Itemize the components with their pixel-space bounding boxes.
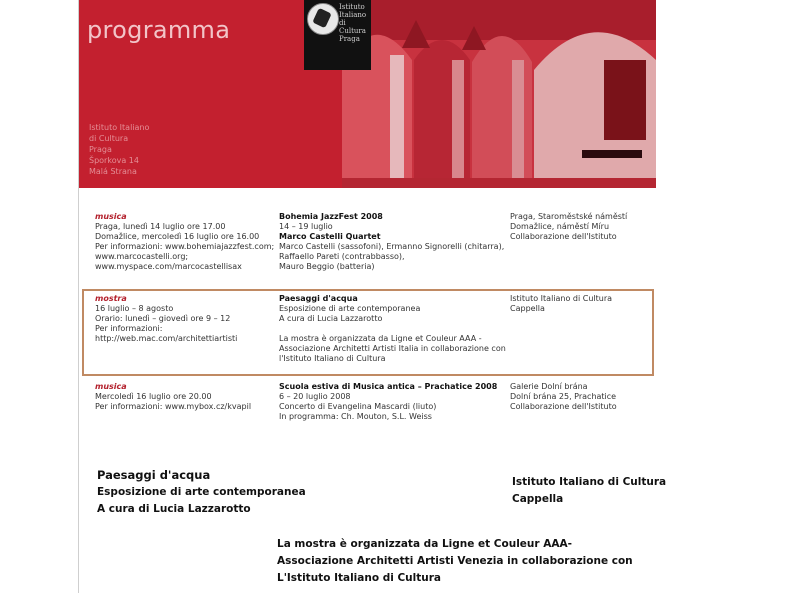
event-kind: musica [95, 382, 127, 391]
emblem-icon [307, 3, 339, 35]
detail-place-line: Istituto Italiano di Cultura [512, 476, 667, 488]
event-detail [279, 382, 509, 422]
event-title: Bohemia JazzFest 2008 [279, 212, 383, 221]
event-detail-line: Marco Castelli Quartet [279, 232, 381, 241]
event-detail-line: La mostra è organizzata da Ligne et Couleur AAA - [279, 334, 482, 343]
logo-line: Italiano [339, 11, 367, 19]
event-place [510, 294, 655, 314]
event-place-line: Domažlice, náměstí Míru [510, 222, 610, 231]
event-place [510, 382, 655, 412]
event-when-line: http://web.mac.com/architettiartisti [95, 334, 238, 343]
logo-line: di [339, 19, 346, 27]
event-detail-line: In programma: Ch. Mouton, S.L. Weiss [279, 412, 432, 421]
detail-note-block [277, 536, 633, 587]
event-detail-line: Raffaello Pareti (contrabbasso), [279, 252, 405, 261]
event-kind: mostra [95, 294, 127, 303]
event-kind: musica [95, 212, 127, 221]
detail-place-line: Cappella [512, 493, 564, 505]
event-when-line: 16 luglio – 8 agosto [95, 304, 174, 313]
arcade-photo [342, 0, 656, 188]
programme-banner [79, 0, 656, 188]
logo-line: Praga [339, 35, 360, 43]
event-title: Scuola estiva di Musica antica – Prachatice 2008 [279, 382, 498, 391]
banner-address-line: Praga [89, 145, 112, 154]
event-title: Paesaggi d'acqua [279, 294, 358, 303]
banner-address-line: Šporkova 14 [89, 156, 139, 165]
logo-text [339, 3, 366, 43]
detail-note-line: La mostra è organizzata da Ligne et Couleur AAA- [277, 538, 572, 550]
detail-note-line: L'Istituto Italiano di Cultura [277, 572, 442, 584]
event-detail-line: Concerto di Evangelina Mascardi (liuto) [279, 402, 437, 411]
event-place-line: Cappella [510, 304, 545, 313]
event-when-line: Domažlice, mercoledì 16 luglio ore 16.00 [95, 232, 260, 241]
event-place-line: Praga, Staroměstské náměstí [510, 212, 628, 221]
event-detail-line: Mauro Beggio (batteria) [279, 262, 375, 271]
event-row-mostra [95, 294, 655, 374]
logo-line: Cultura [339, 27, 366, 35]
event-place-line: Galerie Dolní brána [510, 382, 588, 391]
event-when-line: Praga, lunedì 14 luglio ore 17.00 [95, 222, 226, 231]
event-detail-line: l'Istituto Italiano di Cultura [279, 354, 386, 363]
banner-address [89, 122, 219, 177]
event-when-line: Per informazioni: www.bohemiajazzfest.com; [95, 242, 275, 251]
banner-address-line: di Cultura [89, 134, 129, 143]
detail-title: Paesaggi d'acqua [97, 468, 211, 482]
event-detail [279, 212, 509, 272]
event-detail-line: 14 – 19 luglio [279, 222, 333, 231]
event-place-line: Collaborazione dell'Istituto [510, 232, 617, 241]
detail-heading-block [97, 467, 306, 518]
event-row-jazzfest [95, 212, 655, 282]
event-when-line: www.myspace.com/marcocastellisax [95, 262, 242, 271]
event-detail-line: Associazione Architetti Artisti Italia in collaborazione con [279, 344, 506, 353]
logo-line: Istituto [339, 3, 365, 11]
detail-subtitle: Esposizione di arte contemporanea [97, 486, 306, 498]
event-when-line: Orario: lunedì – giovedì ore 9 – 12 [95, 314, 231, 323]
event-when-line: Per informazioni: [95, 324, 163, 333]
banner-title: programma [87, 16, 231, 44]
event-place-line: Istituto Italiano di Cultura [510, 294, 613, 303]
event-when-line: Per informazioni: www.mybox.cz/kvapil [95, 402, 252, 411]
detail-place-block [512, 474, 666, 508]
institute-logo [304, 0, 371, 70]
event-place-line: Collaborazione dell'Istituto [510, 402, 617, 411]
event-place-line: Dolní brána 25, Prachatice [510, 392, 617, 401]
event-detail-spacer [279, 324, 509, 334]
event-detail-line: 6 – 20 luglio 2008 [279, 392, 351, 401]
event-place [510, 212, 655, 242]
detail-note-line: Associazione Architetti Artisti Venezia in collaborazione con [277, 555, 633, 567]
event-when [95, 382, 275, 412]
event-detail-line: A cura di Lucia Lazzarotto [279, 314, 383, 323]
event-detail [279, 294, 509, 364]
event-when [95, 294, 275, 344]
event-when-line: Mercoledì 16 luglio ore 20.00 [95, 392, 212, 401]
event-row-prachatice [95, 382, 655, 428]
banner-address-line: Malá Strana [89, 167, 137, 176]
event-when [95, 212, 275, 272]
event-when-line: www.marcocastelli.org; [95, 252, 189, 261]
event-detail-line: Marco Castelli (sassofoni), Ermanno Signorelli (chitarra), [279, 242, 505, 251]
banner-address-line: Istituto Italiano [89, 123, 150, 132]
detail-curator: A cura di Lucia Lazzarotto [97, 503, 251, 515]
event-detail-line: Esposizione di arte contemporanea [279, 304, 421, 313]
